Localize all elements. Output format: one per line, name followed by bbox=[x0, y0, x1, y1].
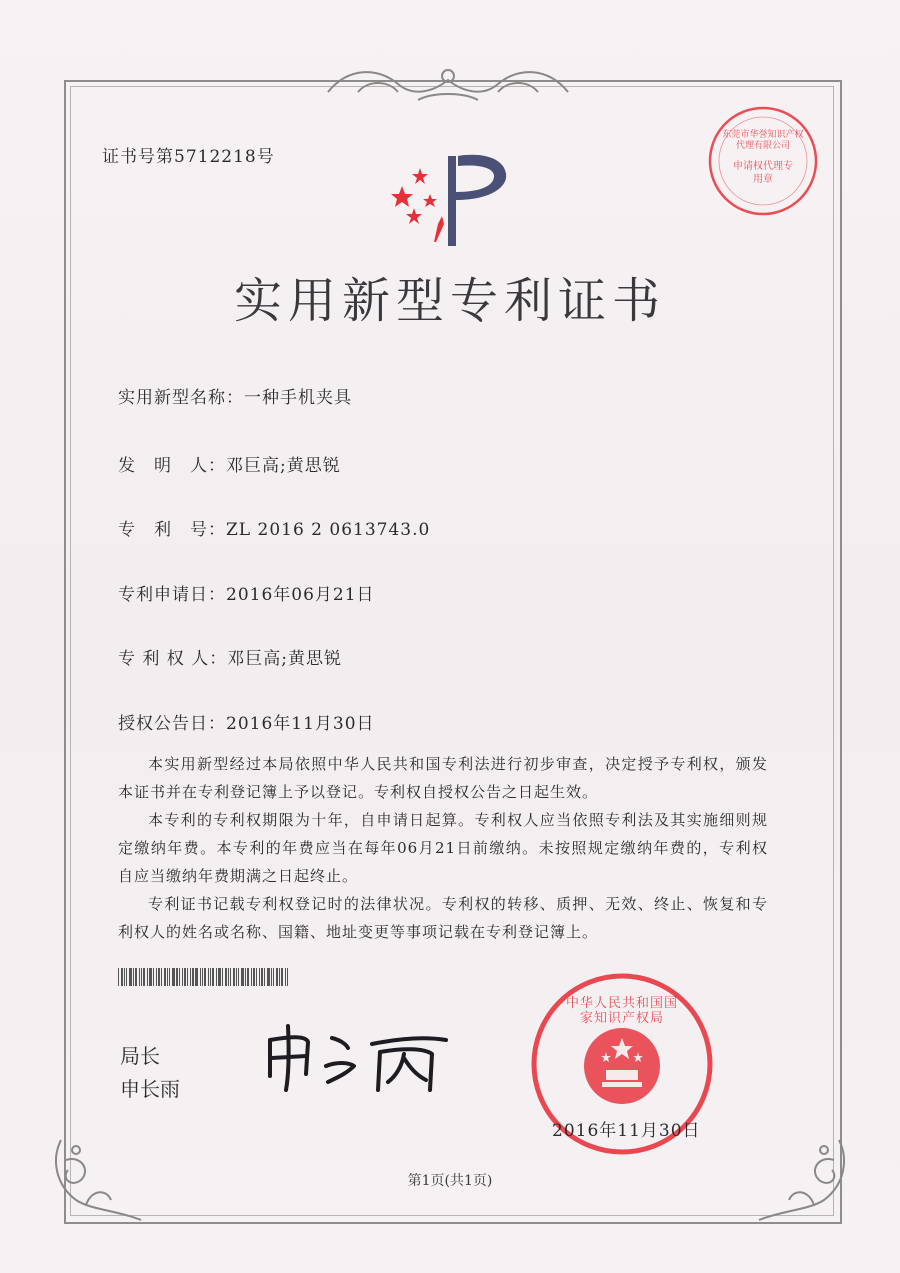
field-label: 专 利 号： bbox=[118, 520, 226, 540]
field-label: 发 明 人： bbox=[118, 456, 226, 476]
director-signature bbox=[262, 1018, 452, 1096]
patent-office-logo-icon bbox=[382, 146, 522, 250]
barcode-bar bbox=[212, 968, 214, 986]
barcode-bar bbox=[124, 968, 125, 986]
barcode-bar bbox=[200, 968, 201, 986]
body-paragraph: 本专利的专利权期限为十年，自申请日起算。专利权人应当依照专利法及其实施细则规定缴纳年费。本专利的年费应当在每年06月21日前缴纳。未按照规定缴纳年费的，专利权自应当缴纳年费期满之日起终止。 bbox=[118, 811, 768, 885]
barcode-bar bbox=[279, 968, 280, 986]
barcode-bar bbox=[158, 968, 160, 986]
certificate-number: 证书号第5712218号 bbox=[102, 147, 275, 167]
director-title: 局长 bbox=[120, 1044, 160, 1068]
barcode-bar bbox=[139, 968, 140, 986]
field-patent-number bbox=[118, 515, 430, 540]
field-value: 一种手机夹具 bbox=[244, 388, 352, 408]
barcode-bar bbox=[264, 968, 265, 986]
barcode-bar bbox=[126, 968, 127, 986]
certificate-title: 实用新型专利证书 bbox=[233, 273, 666, 329]
body-paragraph: 本实用新型经过本局依照中华人民共和国专利法进行初步审查，决定授予专利权，颁发本证书并在专利登记簿上予以登记。专利权自授权公告之日起生效。 bbox=[118, 755, 768, 801]
barcode-bar bbox=[182, 968, 183, 986]
field-label: 专利申请日： bbox=[118, 585, 226, 605]
field-value: 2016年06月21日 bbox=[226, 585, 375, 605]
barcode-bar bbox=[133, 968, 134, 986]
seal-date: 2016年11月30日 bbox=[552, 1121, 701, 1141]
barcode-bar bbox=[153, 968, 154, 986]
barcode-bar bbox=[222, 968, 223, 986]
barcode-bar bbox=[225, 968, 227, 986]
barcode-bar bbox=[156, 968, 157, 986]
barcode-bar bbox=[147, 968, 148, 986]
barcode-bar bbox=[253, 968, 255, 986]
field-patentee bbox=[118, 644, 342, 669]
barcode-bar bbox=[228, 968, 229, 986]
barcode-bar bbox=[195, 968, 198, 986]
barcode-bar bbox=[216, 968, 217, 986]
field-inventors bbox=[118, 451, 341, 476]
barcode-bar bbox=[164, 968, 166, 986]
barcode-bar bbox=[271, 968, 272, 986]
field-value: ZL 2016 2 0613743.0 bbox=[226, 520, 431, 540]
body-paragraph: 专利证书记载专利权登记时的法律状况。专利权的转移、质押、无效、终止、恢复和专利权人的姓名或名称、国籍、地址变更等事项记载在专利登记簿上。 bbox=[118, 895, 768, 941]
barcode-bar bbox=[267, 968, 270, 986]
barcode-bar bbox=[245, 968, 246, 986]
director-name: 申长雨 bbox=[120, 1077, 180, 1101]
barcode-bar bbox=[118, 968, 119, 986]
barcode-bar bbox=[259, 968, 260, 986]
barcode-bar bbox=[149, 968, 152, 986]
barcode-bar bbox=[247, 968, 249, 986]
barcode-bar bbox=[167, 968, 168, 986]
field-grant-date bbox=[118, 709, 375, 734]
official-seal-text: 中华人民共和国国家知识产权局 bbox=[565, 996, 678, 1026]
barcode-bar bbox=[204, 968, 206, 986]
field-value: 邓巨高;黄思锐 bbox=[226, 456, 341, 476]
field-label: 实用新型名称： bbox=[118, 388, 244, 408]
barcode-bar bbox=[169, 968, 170, 986]
barcode-bar bbox=[161, 968, 162, 986]
barcode-bar bbox=[230, 968, 231, 986]
barcode-bar bbox=[176, 968, 178, 986]
agency-stamp-text: 东莞市华誉知识产权代理有限公司 bbox=[722, 130, 804, 151]
barcode-bar bbox=[276, 968, 278, 986]
barcode-bar bbox=[281, 968, 283, 986]
barcode-bar bbox=[210, 968, 211, 986]
field-value: 邓巨高;黄思锐 bbox=[227, 649, 342, 669]
field-label: 专 利 权 人： bbox=[118, 649, 228, 669]
certificate-body bbox=[118, 750, 768, 946]
barcode-bar bbox=[273, 968, 274, 986]
barcode-bar bbox=[179, 968, 180, 986]
barcode-bar bbox=[172, 968, 175, 986]
barcode-bar bbox=[184, 968, 186, 986]
barcode-bar bbox=[251, 968, 252, 986]
barcode-bar bbox=[285, 968, 286, 986]
barcode-bar bbox=[141, 968, 142, 986]
barcode-bar bbox=[208, 968, 209, 986]
barcode-bar bbox=[236, 968, 237, 986]
barcode-bar bbox=[129, 968, 132, 986]
field-label: 授权公告日： bbox=[118, 714, 226, 734]
barcode-bar bbox=[190, 968, 191, 986]
page-number: 第1页(共1页) bbox=[407, 1173, 493, 1189]
barcode-bar bbox=[202, 968, 203, 986]
barcode-bar bbox=[121, 968, 123, 986]
field-value: 2016年11月30日 bbox=[226, 714, 375, 734]
barcode-bar bbox=[261, 968, 263, 986]
barcode-bar bbox=[233, 968, 235, 986]
barcode-bar bbox=[241, 968, 244, 986]
barcode bbox=[118, 968, 338, 986]
top-ornament bbox=[318, 62, 578, 106]
barcode-bar bbox=[238, 968, 239, 986]
field-application-date bbox=[118, 580, 375, 605]
barcode-bar bbox=[143, 968, 145, 986]
barcode-bar bbox=[187, 968, 188, 986]
barcode-bar bbox=[218, 968, 221, 986]
barcode-bar bbox=[135, 968, 137, 986]
field-utility-model-name bbox=[118, 383, 352, 408]
barcode-bar bbox=[192, 968, 194, 986]
agency-stamp-inner-text: 申请权代理专用章 bbox=[733, 161, 793, 185]
barcode-bar bbox=[287, 968, 288, 986]
barcode-bar bbox=[256, 968, 257, 986]
